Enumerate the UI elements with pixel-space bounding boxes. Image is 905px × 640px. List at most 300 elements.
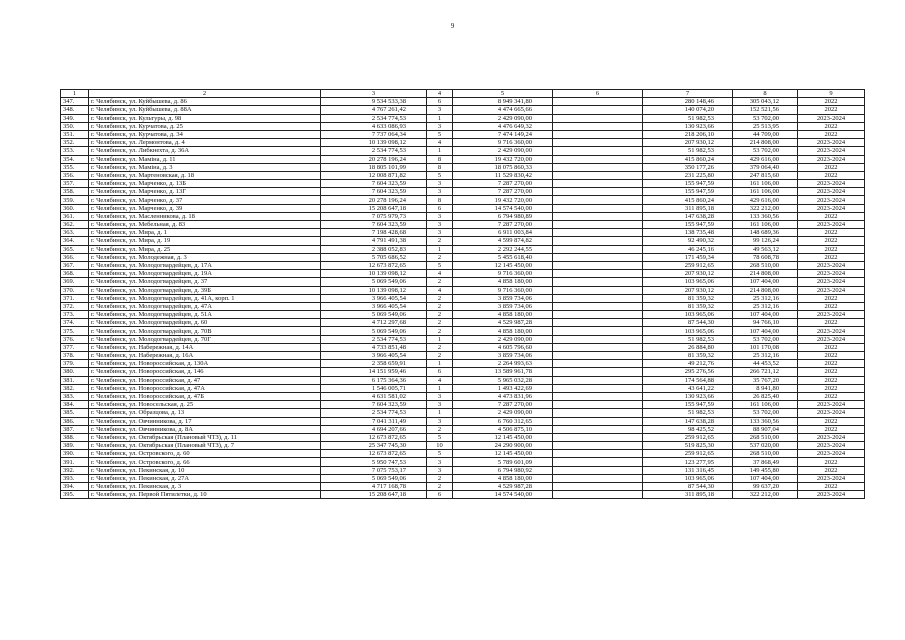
cost-col-8-cell: 322 212,00	[733, 491, 798, 499]
cost-col-7-cell: 350 177,26	[643, 163, 733, 171]
row-number-cell: 359.	[61, 196, 89, 204]
total-cost-cell: 4 767 261,42	[321, 106, 427, 114]
cost-col-6-cell	[553, 286, 643, 294]
row-number-cell: 370.	[61, 286, 89, 294]
unit-count-cell: 1	[427, 335, 453, 343]
total-cost-cell: 7 604 323,59	[321, 188, 427, 196]
cost-col-8-cell: 107 404,00	[733, 311, 798, 319]
unit-count-cell: 2	[427, 483, 453, 491]
row-number-cell: 386.	[61, 417, 89, 425]
unit-count-cell: 2	[427, 425, 453, 433]
address-cell: г. Челябинск, ул. Новороссийская, д. 47	[89, 376, 321, 384]
unit-count-cell: 1	[427, 360, 453, 368]
total-cost-cell: 18 805 101,99	[321, 163, 427, 171]
cost-col-8-cell: 266 721,12	[733, 368, 798, 376]
cost-col-5-cell: 4 858 180,00	[453, 311, 553, 319]
table-row	[61, 483, 865, 491]
address-cell: г. Челябинск, ул. Новосельская, д. 25	[89, 401, 321, 409]
table-row	[61, 433, 865, 441]
row-number-cell: 376.	[61, 335, 89, 343]
cost-col-8-cell: 322 212,00	[733, 204, 798, 212]
total-cost-cell: 4 631 581,02	[321, 392, 427, 400]
period-cell: 2023-2024	[798, 270, 865, 278]
period-cell: 2023-2024	[798, 204, 865, 212]
cost-col-8-cell: 149 455,80	[733, 466, 798, 474]
cost-col-7-cell: 207 930,12	[643, 286, 733, 294]
total-cost-cell: 1 546 005,71	[321, 384, 427, 392]
cost-col-8-cell: 161 106,00	[733, 401, 798, 409]
cost-col-5-cell: 6 794 980,89	[453, 212, 553, 220]
unit-count-cell: 4	[427, 286, 453, 294]
period-cell: 2022	[798, 343, 865, 351]
cost-col-6-cell	[553, 401, 643, 409]
cost-col-7-cell: 43 641,22	[643, 384, 733, 392]
cost-col-5-cell: 6 911 003,84	[453, 229, 553, 237]
cost-col-6-cell	[553, 433, 643, 441]
address-cell: г. Челябинск, ул. Мира, д. 19	[89, 237, 321, 245]
table-header-row	[61, 90, 865, 98]
unit-count-cell: 6	[427, 491, 453, 499]
period-cell: 2022	[798, 376, 865, 384]
cost-col-8-cell: 133 360,56	[733, 212, 798, 220]
table-row	[61, 450, 865, 458]
cost-col-6-cell	[553, 180, 643, 188]
period-cell: 2023-2024	[798, 335, 865, 343]
unit-count-cell: 3	[427, 229, 453, 237]
cost-col-7-cell: 51 982,53	[643, 114, 733, 122]
address-cell: г. Челябинск, ул. Куйбышева, д. 88А	[89, 106, 321, 114]
address-cell: г. Челябинск, ул. Либкнехта, д. 36А	[89, 147, 321, 155]
cost-col-8-cell: 53 702,00	[733, 114, 798, 122]
address-cell: г. Челябинск, ул. Образцова, д. 13	[89, 409, 321, 417]
row-number-cell: 367.	[61, 261, 89, 269]
unit-count-cell: 3	[427, 392, 453, 400]
cost-col-5-cell: 4 858 180,00	[453, 327, 553, 335]
address-cell: г. Челябинск, ул. Молодогвардейцев, д. 37	[89, 278, 321, 286]
cost-col-6-cell	[553, 106, 643, 114]
row-number-cell: 391.	[61, 458, 89, 466]
address-cell: г. Челябинск, ул. Молодогвардейцев, д. 70Г	[89, 335, 321, 343]
period-cell: 2023-2024	[798, 286, 865, 294]
total-cost-cell: 5 705 686,52	[321, 253, 427, 261]
table-body	[61, 90, 865, 499]
cost-col-7-cell: 280 148,46	[643, 98, 733, 106]
table-row	[61, 417, 865, 425]
cost-col-8-cell: 537 020,00	[733, 442, 798, 450]
cost-col-7-cell: 147 638,28	[643, 212, 733, 220]
address-cell: г. Челябинск, ул. Курчатова, д. 34	[89, 130, 321, 138]
address-cell: г. Челябинск, ул. Молодогвардейцев, д. 70В	[89, 327, 321, 335]
cost-col-6-cell	[553, 442, 643, 450]
address-cell: г. Челябинск, ул. Новороссийская, д. 47Б	[89, 392, 321, 400]
cost-col-8-cell: 305 043,12	[733, 98, 798, 106]
cost-col-8-cell: 214 808,00	[733, 270, 798, 278]
row-number-cell: 372.	[61, 302, 89, 310]
total-cost-cell: 7 041 311,49	[321, 417, 427, 425]
cost-col-6-cell	[553, 450, 643, 458]
cost-col-7-cell: 130 923,66	[643, 392, 733, 400]
period-cell: 2022	[798, 98, 865, 106]
period-cell: 2023-2024	[798, 401, 865, 409]
total-cost-cell: 10 139 098,12	[321, 286, 427, 294]
cost-col-5-cell: 7 287 270,00	[453, 221, 553, 229]
unit-count-cell: 1	[427, 245, 453, 253]
row-number-cell: 354.	[61, 155, 89, 163]
table-row	[61, 261, 865, 269]
cost-col-5-cell: 5 789 601,09	[453, 458, 553, 466]
column-header-3: 3	[321, 90, 427, 98]
unit-count-cell: 8	[427, 196, 453, 204]
cost-col-7-cell: 218 206,10	[643, 130, 733, 138]
cost-col-6-cell	[553, 98, 643, 106]
row-number-cell: 388.	[61, 433, 89, 441]
cost-col-8-cell: 379 064,40	[733, 163, 798, 171]
row-number-cell: 382.	[61, 384, 89, 392]
cost-col-7-cell: 26 884,80	[643, 343, 733, 351]
address-cell: г. Челябинск, ул. Лермонтова, д. 4	[89, 139, 321, 147]
total-cost-cell: 7 604 323,59	[321, 401, 427, 409]
table-row	[61, 270, 865, 278]
unit-count-cell: 3	[427, 417, 453, 425]
row-number-cell: 374.	[61, 319, 89, 327]
cost-col-6-cell	[553, 229, 643, 237]
unit-count-cell: 2	[427, 253, 453, 261]
period-cell: 2023-2024	[798, 327, 865, 335]
cost-col-8-cell: 88 907,04	[733, 425, 798, 433]
cost-col-5-cell: 14 574 540,00	[453, 491, 553, 499]
address-cell: г. Челябинск, ул. Новороссийская, д. 146	[89, 368, 321, 376]
address-cell: г. Челябинск, ул. Набережная, д. 14А	[89, 343, 321, 351]
cost-col-8-cell: 268 510,00	[733, 261, 798, 269]
row-number-cell: 369.	[61, 278, 89, 286]
cost-col-6-cell	[553, 392, 643, 400]
table-row	[61, 458, 865, 466]
cost-col-5-cell: 4 605 796,60	[453, 343, 553, 351]
cost-col-6-cell	[553, 294, 643, 302]
cost-col-6-cell	[553, 368, 643, 376]
total-cost-cell: 7 075 753,17	[321, 466, 427, 474]
unit-count-cell: 1	[427, 114, 453, 122]
table-row	[61, 368, 865, 376]
cost-col-5-cell: 4 599 874,82	[453, 237, 553, 245]
address-cell: г. Челябинск, ул. Марченко, д. 13Г	[89, 188, 321, 196]
cost-col-5-cell: 4 506 875,10	[453, 425, 553, 433]
cost-col-7-cell: 140 074,20	[643, 106, 733, 114]
cost-col-6-cell	[553, 114, 643, 122]
table-row	[61, 286, 865, 294]
unit-count-cell: 3	[427, 221, 453, 229]
cost-col-6-cell	[553, 474, 643, 482]
total-cost-cell: 5 069 549,06	[321, 278, 427, 286]
cost-col-8-cell: 25 312,16	[733, 294, 798, 302]
address-cell: г. Челябинск, ул. Набережная, д. 16А	[89, 352, 321, 360]
address-cell: г. Челябинск, ул. Молодогвардейцев, д. 41А, корп. 1	[89, 294, 321, 302]
row-number-cell: 356.	[61, 171, 89, 179]
period-cell: 2023-2024	[798, 155, 865, 163]
cost-col-6-cell	[553, 425, 643, 433]
row-number-cell: 368.	[61, 270, 89, 278]
column-header-5: 5	[453, 90, 553, 98]
table-row	[61, 343, 865, 351]
row-number-cell: 389.	[61, 442, 89, 450]
cost-col-6-cell	[553, 417, 643, 425]
period-cell: 2023-2024	[798, 311, 865, 319]
cost-col-8-cell: 148 689,36	[733, 229, 798, 237]
cost-col-7-cell: 103 965,06	[643, 474, 733, 482]
cost-col-7-cell: 103 965,06	[643, 327, 733, 335]
period-cell: 2023-2024	[798, 278, 865, 286]
cost-col-8-cell: 214 808,00	[733, 286, 798, 294]
total-cost-cell: 4 717 168,78	[321, 483, 427, 491]
table-row	[61, 327, 865, 335]
cost-col-8-cell: 25 312,16	[733, 302, 798, 310]
row-number-cell: 352.	[61, 139, 89, 147]
cost-col-5-cell: 4 529 987,28	[453, 483, 553, 491]
cost-col-8-cell: 53 702,00	[733, 409, 798, 417]
table-row	[61, 442, 865, 450]
cost-col-6-cell	[553, 327, 643, 335]
total-cost-cell: 5 950 747,53	[321, 458, 427, 466]
address-cell: г. Челябинск, ул. Октябрьская (Плановый ЧТЗ), д. 7	[89, 442, 321, 450]
cost-col-6-cell	[553, 409, 643, 417]
period-cell: 2022	[798, 360, 865, 368]
table-row	[61, 163, 865, 171]
row-number-cell: 377.	[61, 343, 89, 351]
cost-col-5-cell: 24 290 900,00	[453, 442, 553, 450]
table-row	[61, 311, 865, 319]
period-cell: 2022	[798, 253, 865, 261]
cost-col-8-cell: 78 608,78	[733, 253, 798, 261]
cost-col-5-cell: 7 287 270,00	[453, 180, 553, 188]
cost-col-5-cell: 12 145 450,00	[453, 450, 553, 458]
cost-col-7-cell: 130 923,66	[643, 122, 733, 130]
table-row	[61, 392, 865, 400]
cost-col-5-cell: 4 476 649,32	[453, 122, 553, 130]
address-cell: г. Челябинск, ул. Марченко, д. 37	[89, 196, 321, 204]
row-number-cell: 355.	[61, 163, 89, 171]
cost-col-7-cell: 171 459,34	[643, 253, 733, 261]
cost-col-7-cell: 138 735,48	[643, 229, 733, 237]
cost-col-6-cell	[553, 360, 643, 368]
cost-col-6-cell	[553, 245, 643, 253]
cost-col-6-cell	[553, 196, 643, 204]
table-row	[61, 425, 865, 433]
unit-count-cell: 6	[427, 98, 453, 106]
cost-col-6-cell	[553, 352, 643, 360]
total-cost-cell: 10 139 098,12	[321, 270, 427, 278]
cost-col-7-cell: 81 359,32	[643, 302, 733, 310]
row-number-cell: 360.	[61, 204, 89, 212]
cost-col-5-cell: 4 473 831,96	[453, 392, 553, 400]
total-cost-cell: 20 278 196,24	[321, 196, 427, 204]
address-cell: г. Челябинск, ул. Курчатова, д. 25	[89, 122, 321, 130]
address-cell: г. Челябинск, ул. Молодогвардейцев, д. 17А	[89, 261, 321, 269]
table-row	[61, 384, 865, 392]
period-cell: 2023-2024	[798, 474, 865, 482]
row-number-cell: 385.	[61, 409, 89, 417]
unit-count-cell: 2	[427, 343, 453, 351]
period-cell: 2023-2024	[798, 442, 865, 450]
cost-col-5-cell: 2 429 090,00	[453, 409, 553, 417]
unit-count-cell: 2	[427, 237, 453, 245]
column-header-6: 6	[553, 90, 643, 98]
cost-col-6-cell	[553, 466, 643, 474]
address-cell: г. Челябинск, ул. Маміна, д. 11	[89, 155, 321, 163]
total-cost-cell: 15 208 647,18	[321, 204, 427, 212]
address-cell: г. Челябинск, ул. Куйбышева, д. 86	[89, 98, 321, 106]
row-number-cell: 366.	[61, 253, 89, 261]
cost-col-7-cell: 311 895,18	[643, 204, 733, 212]
row-number-cell: 358.	[61, 188, 89, 196]
period-cell: 2023-2024	[798, 188, 865, 196]
table-row	[61, 409, 865, 417]
table-row	[61, 237, 865, 245]
column-header-7: 7	[643, 90, 733, 98]
unit-count-cell: 8	[427, 155, 453, 163]
cost-col-8-cell: 26 825,40	[733, 392, 798, 400]
cost-col-5-cell: 3 859 734,06	[453, 302, 553, 310]
address-cell: г. Челябинск, ул. Культуры, д. 98	[89, 114, 321, 122]
unit-count-cell: 2	[427, 302, 453, 310]
total-cost-cell: 12 673 872,65	[321, 433, 427, 441]
cost-col-8-cell: 99 126,24	[733, 237, 798, 245]
cost-col-6-cell	[553, 204, 643, 212]
row-number-cell: 392.	[61, 466, 89, 474]
total-cost-cell: 5 069 549,06	[321, 311, 427, 319]
cost-col-6-cell	[553, 384, 643, 392]
total-cost-cell: 25 347 745,30	[321, 442, 427, 450]
cost-col-8-cell: 35 767,20	[733, 376, 798, 384]
total-cost-cell: 14 151 959,46	[321, 368, 427, 376]
page-number: 9	[450, 22, 455, 30]
row-number-cell: 387.	[61, 425, 89, 433]
cost-col-5-cell: 14 574 540,00	[453, 204, 553, 212]
total-cost-cell: 2 534 774,53	[321, 409, 427, 417]
total-cost-cell: 7 075 979,73	[321, 212, 427, 220]
cost-col-7-cell: 259 912,65	[643, 433, 733, 441]
total-cost-cell: 6 175 364,36	[321, 376, 427, 384]
unit-count-cell: 3	[427, 466, 453, 474]
cost-col-7-cell: 103 965,06	[643, 278, 733, 286]
cost-col-5-cell: 4 858 180,00	[453, 278, 553, 286]
cost-col-7-cell: 51 982,53	[643, 335, 733, 343]
cost-col-8-cell: 429 616,00	[733, 155, 798, 163]
cost-col-6-cell	[553, 253, 643, 261]
row-number-cell: 381.	[61, 376, 89, 384]
cost-col-6-cell	[553, 311, 643, 319]
cost-col-8-cell: 101 170,08	[733, 343, 798, 351]
cost-col-5-cell: 4 529 987,28	[453, 319, 553, 327]
period-cell: 2023-2024	[798, 261, 865, 269]
cost-col-6-cell	[553, 270, 643, 278]
cost-col-5-cell: 2 429 090,00	[453, 335, 553, 343]
cost-col-7-cell: 259 912,65	[643, 261, 733, 269]
unit-count-cell: 3	[427, 212, 453, 220]
address-cell: г. Челябинск, ул. Островского, д. 60	[89, 450, 321, 458]
cost-col-5-cell: 2 264 993,63	[453, 360, 553, 368]
row-number-cell: 390.	[61, 450, 89, 458]
address-cell: г. Челябинск, ул. Овчинникова, д. 17	[89, 417, 321, 425]
period-cell: 2023-2024	[798, 221, 865, 229]
address-cell: г. Челябинск, ул. Молодогвардейцев, д. 47А	[89, 302, 321, 310]
table-row	[61, 335, 865, 343]
cost-col-7-cell: 415 860,24	[643, 196, 733, 204]
cost-col-7-cell: 123 277,95	[643, 458, 733, 466]
row-number-cell: 357.	[61, 180, 89, 188]
cost-col-5-cell: 19 432 720,00	[453, 196, 553, 204]
total-cost-cell: 4 694 207,66	[321, 425, 427, 433]
address-cell: г. Челябинск, ул. Мира, д. 25	[89, 245, 321, 253]
address-cell: г. Челябинск, ул. Молодогвардейцев, д. 39Б	[89, 286, 321, 294]
total-cost-cell: 2 534 774,53	[321, 147, 427, 155]
cost-col-5-cell: 8 949 341,80	[453, 98, 553, 106]
cost-col-8-cell: 44 709,00	[733, 130, 798, 138]
address-cell: г. Челябинск, ул. Октябрьская (Плановый ЧТЗ), д. 11	[89, 433, 321, 441]
period-cell: 2022	[798, 212, 865, 220]
cost-col-7-cell: 155 947,59	[643, 188, 733, 196]
period-cell: 2022	[798, 483, 865, 491]
total-cost-cell: 7 604 323,59	[321, 180, 427, 188]
table-row	[61, 106, 865, 114]
row-number-cell: 393.	[61, 474, 89, 482]
cost-col-5-cell: 11 529 830,42	[453, 171, 553, 179]
total-cost-cell: 5 069 549,06	[321, 327, 427, 335]
total-cost-cell: 12 673 872,65	[321, 450, 427, 458]
cost-col-8-cell: 268 510,00	[733, 450, 798, 458]
row-number-cell: 380.	[61, 368, 89, 376]
cost-col-6-cell	[553, 458, 643, 466]
address-cell: г. Челябинск, ул. Марченко, д. 39	[89, 204, 321, 212]
unit-count-cell: 2	[427, 311, 453, 319]
total-cost-cell: 7 198 428,68	[321, 229, 427, 237]
table-row	[61, 294, 865, 302]
cost-col-5-cell: 9 716 360,00	[453, 286, 553, 294]
period-cell: 2022	[798, 171, 865, 179]
cost-col-5-cell: 7 287 270,00	[453, 188, 553, 196]
unit-count-cell: 3	[427, 188, 453, 196]
cost-col-8-cell: 429 616,00	[733, 196, 798, 204]
table-row	[61, 278, 865, 286]
cost-col-6-cell	[553, 335, 643, 343]
address-cell: г. Челябинск, ул. Масленникова, д. 18	[89, 212, 321, 220]
table-row	[61, 155, 865, 163]
cost-col-7-cell: 295 276,56	[643, 368, 733, 376]
cost-col-5-cell: 6 794 980,92	[453, 466, 553, 474]
cost-col-8-cell: 107 404,00	[733, 278, 798, 286]
table-row	[61, 474, 865, 482]
period-cell: 2022	[798, 237, 865, 245]
table-row	[61, 139, 865, 147]
address-cell: г. Челябинск, ул. Молодогвардейцев, д. 51А	[89, 311, 321, 319]
cost-col-6-cell	[553, 188, 643, 196]
period-cell: 2022	[798, 245, 865, 253]
cost-col-7-cell: 49 212,76	[643, 360, 733, 368]
housing-table	[60, 89, 865, 499]
unit-count-cell: 6	[427, 204, 453, 212]
table-row	[61, 204, 865, 212]
total-cost-cell: 4 712 297,68	[321, 319, 427, 327]
row-number-cell: 384.	[61, 401, 89, 409]
period-cell: 2022	[798, 392, 865, 400]
row-number-cell: 351.	[61, 130, 89, 138]
period-cell: 2022	[798, 466, 865, 474]
column-header-8: 8	[733, 90, 798, 98]
cost-col-6-cell	[553, 319, 643, 327]
row-number-cell: 371.	[61, 294, 89, 302]
row-number-cell: 362.	[61, 221, 89, 229]
table-row	[61, 401, 865, 409]
cost-col-6-cell	[553, 483, 643, 491]
